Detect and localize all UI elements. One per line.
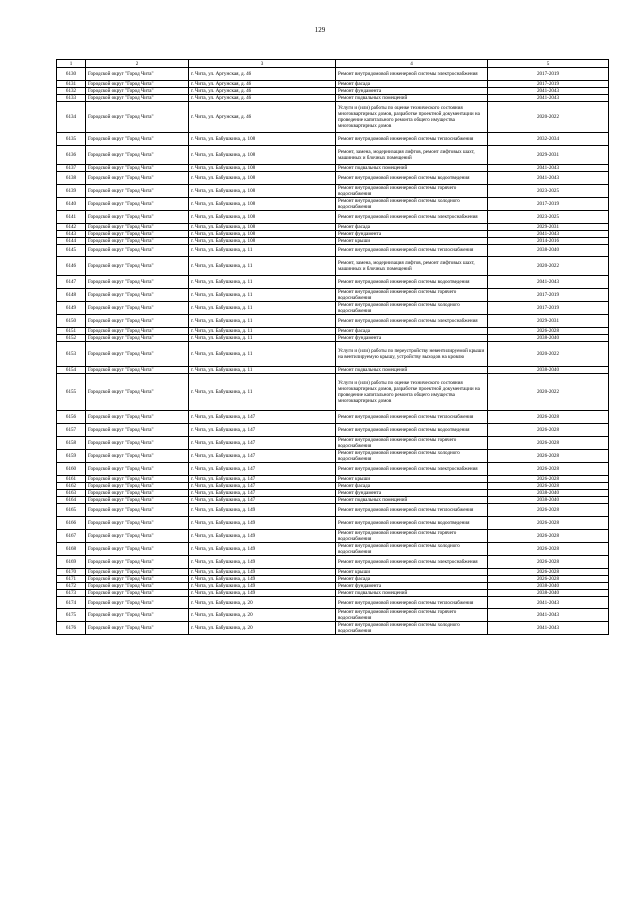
row-period: 2041-2043 xyxy=(488,164,609,171)
row-municipality: Городской округ "Город Чита" xyxy=(86,335,189,342)
row-number: 6157 xyxy=(57,424,86,437)
row-period: 2038-2040 xyxy=(488,496,609,503)
row-period: 2026-2028 xyxy=(488,424,609,437)
row-address: г. Чита, ул. Бабушкина, д. 108 xyxy=(189,132,336,145)
row-number: 6152 xyxy=(57,335,86,342)
row-municipality: Городской округ "Город Чита" xyxy=(86,342,189,367)
row-address: г. Чита, ул. Бабушкина, д. 147 xyxy=(189,475,336,482)
row-work-type: Ремонт внутридомовой инженерной системы электроснабжения xyxy=(336,315,488,328)
row-address: г. Чита, ул. Бабушкина, д. 147 xyxy=(189,463,336,476)
row-number: 6153 xyxy=(57,342,86,367)
row-number: 6149 xyxy=(57,302,86,315)
row-address: г. Чита, ул. Бабушкина, д. 20 xyxy=(189,596,336,609)
row-municipality: Городской округ "Город Чита" xyxy=(86,568,189,575)
row-number: 6135 xyxy=(57,132,86,145)
row-period: 2017-2019 xyxy=(488,80,609,87)
row-number: 6146 xyxy=(57,257,86,276)
table-row xyxy=(57,622,609,635)
row-period: 2026-2028 xyxy=(488,529,609,542)
row-work-type: Ремонт внутридомовой инженерной системы электроснабжения xyxy=(336,68,488,81)
row-address: г. Чита, ул. Бабушкина, д. 108 xyxy=(189,171,336,184)
row-work-type: Ремонт внутридомовой инженерной системы горячего водоснабжения xyxy=(336,184,488,197)
row-address: г. Чита, ул. Аргунская, д. 46 xyxy=(189,87,336,94)
row-period: 2041-2043 xyxy=(488,171,609,184)
row-address: г. Чита, ул. Бабушкина, д. 149 xyxy=(189,589,336,596)
row-period: 2026-2028 xyxy=(488,328,609,335)
row-period: 2017-2019 xyxy=(488,302,609,315)
table-row xyxy=(57,223,609,230)
row-period: 2032-2034 xyxy=(488,132,609,145)
row-number: 6144 xyxy=(57,237,86,244)
row-period: 2041-2043 xyxy=(488,622,609,635)
row-address: г. Чита, ул. Бабушкина, д. 11 xyxy=(189,257,336,276)
row-work-type: Ремонт внутридомовой инженерной системы водоотведения xyxy=(336,424,488,437)
row-work-type: Ремонт крыши xyxy=(336,237,488,244)
row-period: 2014-2016 xyxy=(488,237,609,244)
row-number: 6171 xyxy=(57,575,86,582)
row-municipality: Городской округ "Город Чита" xyxy=(86,164,189,171)
row-work-type: Ремонт подвальных помещений xyxy=(336,94,488,101)
row-number: 6138 xyxy=(57,171,86,184)
row-municipality: Городской округ "Город Чита" xyxy=(86,94,189,101)
row-work-type: Ремонт внутридомовой инженерной системы электроснабжения xyxy=(336,210,488,223)
table-row xyxy=(57,145,609,164)
row-number: 6173 xyxy=(57,589,86,596)
row-address: г. Чита, ул. Бабушкина, д. 11 xyxy=(189,302,336,315)
row-period: 2038-2040 xyxy=(488,244,609,257)
row-number: 6167 xyxy=(57,529,86,542)
row-work-type: Ремонт крыши xyxy=(336,475,488,482)
row-work-type: Ремонт подвальных помещений xyxy=(336,589,488,596)
row-period: 2038-2040 xyxy=(488,582,609,589)
row-address: г. Чита, ул. Бабушкина, д. 149 xyxy=(189,582,336,589)
row-address: г. Чита, ул. Бабушкина, д. 147 xyxy=(189,437,336,450)
table-row xyxy=(57,244,609,257)
table-row xyxy=(57,315,609,328)
row-municipality: Городской округ "Город Чита" xyxy=(86,424,189,437)
row-municipality: Городской округ "Город Чита" xyxy=(86,87,189,94)
row-municipality: Городской округ "Город Чита" xyxy=(86,68,189,81)
table-row xyxy=(57,164,609,171)
table-row xyxy=(57,68,609,81)
page-number: 129 xyxy=(314,26,326,34)
table-row xyxy=(57,87,609,94)
row-address: г. Чита, ул. Бабушкина, д. 147 xyxy=(189,482,336,489)
row-municipality: Городской округ "Город Чита" xyxy=(86,276,189,289)
row-period: 2026-2028 xyxy=(488,463,609,476)
row-municipality: Городской округ "Город Чита" xyxy=(86,210,189,223)
row-address: г. Чита, ул. Бабушкина, д. 149 xyxy=(189,516,336,529)
row-address: г. Чита, ул. Бабушкина, д. 149 xyxy=(189,568,336,575)
table-row xyxy=(57,171,609,184)
row-number: 6140 xyxy=(57,197,86,210)
row-address: г. Чита, ул. Бабушкина, д. 11 xyxy=(189,315,336,328)
row-period: 2017-2019 xyxy=(488,68,609,81)
row-work-type: Ремонт внутридомовой инженерной системы холодного водоснабжения xyxy=(336,302,488,315)
table-row xyxy=(57,237,609,244)
row-municipality: Городской округ "Город Чита" xyxy=(86,197,189,210)
column-header: 5 xyxy=(488,60,609,68)
table-row xyxy=(57,367,609,374)
row-municipality: Городской округ "Город Чита" xyxy=(86,411,189,424)
row-work-type: Ремонт подвальных помещений xyxy=(336,496,488,503)
row-number: 6163 xyxy=(57,489,86,496)
row-work-type: Ремонт фундамента xyxy=(336,230,488,237)
row-period: 2020-2022 xyxy=(488,101,609,132)
row-period: 2038-2040 xyxy=(488,589,609,596)
table-row xyxy=(57,342,609,367)
row-period: 2020-2022 xyxy=(488,342,609,367)
row-address: г. Чита, ул. Бабушкина, д. 11 xyxy=(189,342,336,367)
row-work-type: Ремонт внутридомовой инженерной системы теплоснабжения xyxy=(336,503,488,516)
row-number: 6136 xyxy=(57,145,86,164)
row-address: г. Чита, ул. Бабушкина, д. 147 xyxy=(189,489,336,496)
row-municipality: Городской округ "Город Чита" xyxy=(86,529,189,542)
table-row xyxy=(57,184,609,197)
column-header: 2 xyxy=(86,60,189,68)
row-period: 2020-2022 xyxy=(488,257,609,276)
row-period: 2041-2043 xyxy=(488,609,609,622)
table-row xyxy=(57,257,609,276)
row-work-type: Ремонт, замена, модернизация лифтов, ремонт лифтовых шахт, машинных и блочных помещений xyxy=(336,145,488,164)
row-work-type: Ремонт внутридомовой инженерной системы электроснабжения xyxy=(336,463,488,476)
row-address: г. Чита, ул. Бабушкина, д. 149 xyxy=(189,503,336,516)
row-municipality: Городской округ "Город Чита" xyxy=(86,582,189,589)
row-period: 2029-2031 xyxy=(488,145,609,164)
table-row xyxy=(57,475,609,482)
row-address: г. Чита, ул. Аргунская, д. 46 xyxy=(189,80,336,87)
table-row xyxy=(57,437,609,450)
row-work-type: Ремонт фасада xyxy=(336,80,488,87)
row-number: 6155 xyxy=(57,374,86,411)
row-municipality: Городской округ "Город Чита" xyxy=(86,257,189,276)
row-address: г. Чита, ул. Бабушкина, д. 147 xyxy=(189,496,336,503)
row-municipality: Городской округ "Город Чита" xyxy=(86,184,189,197)
row-number: 6150 xyxy=(57,315,86,328)
row-work-type: Ремонт внутридомовой инженерной системы горячего водоснабжения xyxy=(336,437,488,450)
row-number: 6176 xyxy=(57,622,86,635)
row-municipality: Городской округ "Город Чита" xyxy=(86,132,189,145)
row-number: 6159 xyxy=(57,450,86,463)
row-municipality: Городской округ "Город Чита" xyxy=(86,609,189,622)
row-work-type: Ремонт внутридомовой инженерной системы горячего водоснабжения xyxy=(336,609,488,622)
row-number: 6154 xyxy=(57,367,86,374)
row-municipality: Городской округ "Город Чита" xyxy=(86,542,189,555)
row-address: г. Чита, ул. Бабушкина, д. 11 xyxy=(189,335,336,342)
row-municipality: Городской округ "Город Чита" xyxy=(86,289,189,302)
row-period: 2029-2031 xyxy=(488,223,609,230)
table-row xyxy=(57,582,609,589)
column-header: 4 xyxy=(336,60,488,68)
table-row xyxy=(57,529,609,542)
row-period: 2041-2043 xyxy=(488,276,609,289)
row-work-type: Ремонт фасада xyxy=(336,575,488,582)
row-number: 6156 xyxy=(57,411,86,424)
row-work-type: Ремонт внутридомовой инженерной системы теплоснабжения xyxy=(336,132,488,145)
row-work-type: Ремонт внутридомовой инженерной системы электроснабжения xyxy=(336,555,488,568)
row-period: 2041-2043 xyxy=(488,230,609,237)
repair-schedule-table xyxy=(56,59,609,635)
row-number: 6162 xyxy=(57,482,86,489)
table-row xyxy=(57,596,609,609)
row-number: 6168 xyxy=(57,542,86,555)
row-municipality: Городской округ "Город Чита" xyxy=(86,367,189,374)
row-address: г. Чита, ул. Бабушкина, д. 108 xyxy=(189,237,336,244)
row-number: 6151 xyxy=(57,328,86,335)
row-work-type: Ремонт подвальных помещений xyxy=(336,164,488,171)
row-address: г. Чита, ул. Аргунская, д. 46 xyxy=(189,94,336,101)
row-work-type: Ремонт фасада xyxy=(336,223,488,230)
row-period: 2041-2043 xyxy=(488,94,609,101)
table-row xyxy=(57,589,609,596)
table-row xyxy=(57,101,609,132)
row-address: г. Чита, ул. Бабушкина, д. 11 xyxy=(189,367,336,374)
table-row xyxy=(57,568,609,575)
row-work-type: Ремонт фундамента xyxy=(336,335,488,342)
row-work-type: Ремонт внутридомовой инженерной системы водоотведения xyxy=(336,516,488,529)
row-municipality: Городской округ "Город Чита" xyxy=(86,328,189,335)
row-municipality: Городской округ "Город Чита" xyxy=(86,596,189,609)
row-municipality: Городской округ "Город Чита" xyxy=(86,230,189,237)
row-work-type: Ремонт внутридомовой инженерной системы водоотведения xyxy=(336,171,488,184)
row-number: 6137 xyxy=(57,164,86,171)
table-row xyxy=(57,609,609,622)
row-work-type: Услуги и (или) работы по оценке технического состояния многоквартирных домов, разработке проектной документации на проведение капитального ремонта общего имущества многоквартирных домов xyxy=(336,101,488,132)
row-period: 2020-2022 xyxy=(488,374,609,411)
row-address: г. Чита, ул. Бабушкина, д. 108 xyxy=(189,197,336,210)
row-address: г. Чита, ул. Бабушкина, д. 11 xyxy=(189,289,336,302)
row-period: 2029-2031 xyxy=(488,315,609,328)
row-period: 2026-2028 xyxy=(488,437,609,450)
row-municipality: Городской округ "Город Чита" xyxy=(86,496,189,503)
row-number: 6130 xyxy=(57,68,86,81)
row-address: г. Чита, ул. Бабушкина, д. 108 xyxy=(189,184,336,197)
table-row xyxy=(57,94,609,101)
row-work-type: Ремонт внутридомовой инженерной системы теплоснабжения xyxy=(336,244,488,257)
row-address: г. Чита, ул. Аргунская, д. 46 xyxy=(189,101,336,132)
row-number: 6143 xyxy=(57,230,86,237)
row-period: 2041-2043 xyxy=(488,596,609,609)
row-work-type: Услуги и (или) работы по переустройству невентилируемой крыши на вентилируемую крышу, устройству выходов на кровлю xyxy=(336,342,488,367)
table-row xyxy=(57,489,609,496)
row-period: 2023-2025 xyxy=(488,210,609,223)
row-municipality: Городской округ "Город Чита" xyxy=(86,516,189,529)
row-period: 2026-2028 xyxy=(488,411,609,424)
row-period: 2026-2028 xyxy=(488,575,609,582)
row-municipality: Городской округ "Город Чита" xyxy=(86,237,189,244)
row-work-type: Ремонт внутридомовой инженерной системы горячего водоснабжения xyxy=(336,529,488,542)
row-number: 6172 xyxy=(57,582,86,589)
row-period: 2026-2028 xyxy=(488,503,609,516)
table-row xyxy=(57,555,609,568)
table-row xyxy=(57,328,609,335)
table-row xyxy=(57,289,609,302)
table-row xyxy=(57,80,609,87)
row-number: 6164 xyxy=(57,496,86,503)
row-municipality: Городской округ "Город Чита" xyxy=(86,450,189,463)
table-header-row xyxy=(57,60,609,68)
row-address: г. Чита, ул. Бабушкина, д. 149 xyxy=(189,542,336,555)
row-municipality: Городской округ "Город Чита" xyxy=(86,302,189,315)
row-period: 2038-2040 xyxy=(488,335,609,342)
column-header: 1 xyxy=(57,60,86,68)
row-address: г. Чита, ул. Бабушкина, д. 147 xyxy=(189,411,336,424)
row-number: 6134 xyxy=(57,101,86,132)
row-address: г. Чита, ул. Бабушкина, д. 108 xyxy=(189,164,336,171)
row-municipality: Городской округ "Город Чита" xyxy=(86,503,189,516)
row-number: 6141 xyxy=(57,210,86,223)
table-row xyxy=(57,335,609,342)
row-period: 2038-2040 xyxy=(488,489,609,496)
table-row xyxy=(57,424,609,437)
row-municipality: Городской округ "Город Чита" xyxy=(86,80,189,87)
row-work-type: Ремонт, замена, модернизация лифтов, ремонт лифтовых шахт, машинных и блочных помещений xyxy=(336,257,488,276)
row-number: 6147 xyxy=(57,276,86,289)
row-work-type: Ремонт фундамента xyxy=(336,582,488,589)
row-number: 6175 xyxy=(57,609,86,622)
row-address: г. Чита, ул. Бабушкина, д. 108 xyxy=(189,145,336,164)
row-period: 2017-2019 xyxy=(488,289,609,302)
row-number: 6166 xyxy=(57,516,86,529)
row-address: г. Чита, ул. Бабушкина, д. 108 xyxy=(189,230,336,237)
row-period: 2026-2028 xyxy=(488,568,609,575)
row-address: г. Чита, ул. Бабушкина, д. 11 xyxy=(189,244,336,257)
table-row xyxy=(57,197,609,210)
row-number: 6132 xyxy=(57,87,86,94)
row-address: г. Чита, ул. Бабушкина, д. 108 xyxy=(189,210,336,223)
row-municipality: Городской округ "Город Чита" xyxy=(86,171,189,184)
row-work-type: Ремонт внутридомовой инженерной системы холодного водоснабжения xyxy=(336,197,488,210)
row-number: 6131 xyxy=(57,80,86,87)
row-number: 6169 xyxy=(57,555,86,568)
row-municipality: Городской округ "Город Чита" xyxy=(86,244,189,257)
table-row xyxy=(57,374,609,411)
row-work-type: Ремонт фундамента xyxy=(336,87,488,94)
row-address: г. Чита, ул. Бабушкина, д. 147 xyxy=(189,450,336,463)
row-municipality: Городской округ "Город Чита" xyxy=(86,101,189,132)
row-period: 2023-2025 xyxy=(488,184,609,197)
table-row xyxy=(57,503,609,516)
row-municipality: Городской округ "Город Чита" xyxy=(86,145,189,164)
row-municipality: Городской округ "Город Чита" xyxy=(86,374,189,411)
table-row xyxy=(57,450,609,463)
table-row xyxy=(57,496,609,503)
row-municipality: Городской округ "Город Чита" xyxy=(86,437,189,450)
row-municipality: Городской округ "Город Чита" xyxy=(86,475,189,482)
column-header: 3 xyxy=(189,60,336,68)
row-number: 6148 xyxy=(57,289,86,302)
row-municipality: Городской округ "Город Чита" xyxy=(86,463,189,476)
row-municipality: Городской округ "Город Чита" xyxy=(86,315,189,328)
table-row xyxy=(57,463,609,476)
row-period: 2026-2028 xyxy=(488,482,609,489)
row-period: 2026-2028 xyxy=(488,516,609,529)
table-row xyxy=(57,411,609,424)
row-work-type: Ремонт внутридомовой инженерной системы холодного водоснабжения xyxy=(336,542,488,555)
row-number: 6158 xyxy=(57,437,86,450)
row-municipality: Городской округ "Город Чита" xyxy=(86,223,189,230)
row-municipality: Городской округ "Город Чита" xyxy=(86,482,189,489)
row-work-type: Ремонт внутридомовой инженерной системы теплоснабжения xyxy=(336,411,488,424)
row-municipality: Городской округ "Город Чита" xyxy=(86,575,189,582)
table-row xyxy=(57,516,609,529)
row-period: 2017-2019 xyxy=(488,197,609,210)
row-work-type: Ремонт фасада xyxy=(336,328,488,335)
row-work-type: Ремонт внутридомовой инженерной системы водоотведения xyxy=(336,276,488,289)
table-row xyxy=(57,575,609,582)
table-row xyxy=(57,132,609,145)
row-address: г. Чита, ул. Бабушкина, д. 149 xyxy=(189,529,336,542)
row-work-type: Ремонт фасада xyxy=(336,482,488,489)
table-row xyxy=(57,210,609,223)
row-work-type: Услуги и (или) работы по оценке технического состояния многоквартирных домов, разработке проектной документации на проведение капитального ремонта общего имущества многоквартирных домов xyxy=(336,374,488,411)
row-number: 6139 xyxy=(57,184,86,197)
row-period: 2026-2028 xyxy=(488,450,609,463)
row-work-type: Ремонт внутридомовой инженерной системы холодного водоснабжения xyxy=(336,622,488,635)
row-period: 2041-2043 xyxy=(488,87,609,94)
row-number: 6161 xyxy=(57,475,86,482)
table-row xyxy=(57,302,609,315)
row-address: г. Чита, ул. Бабушкина, д. 11 xyxy=(189,276,336,289)
row-work-type: Ремонт внутридомовой инженерной системы горячего водоснабжения xyxy=(336,289,488,302)
row-period: 2026-2028 xyxy=(488,542,609,555)
row-work-type: Ремонт внутридомовой инженерной системы теплоснабжения xyxy=(336,596,488,609)
row-municipality: Городской округ "Город Чита" xyxy=(86,589,189,596)
row-work-type: Ремонт подвальных помещений xyxy=(336,367,488,374)
row-municipality: Городской округ "Город Чита" xyxy=(86,555,189,568)
row-number: 6170 xyxy=(57,568,86,575)
row-address: г. Чита, ул. Бабушкина, д. 149 xyxy=(189,555,336,568)
row-number: 6142 xyxy=(57,223,86,230)
row-work-type: Ремонт крыши xyxy=(336,568,488,575)
row-number: 6145 xyxy=(57,244,86,257)
table-row xyxy=(57,542,609,555)
row-address: г. Чита, ул. Бабушкина, д. 11 xyxy=(189,328,336,335)
row-number: 6133 xyxy=(57,94,86,101)
row-municipality: Городской округ "Город Чита" xyxy=(86,489,189,496)
row-number: 6160 xyxy=(57,463,86,476)
row-number: 6165 xyxy=(57,503,86,516)
row-work-type: Ремонт внутридомовой инженерной системы холодного водоснабжения xyxy=(336,450,488,463)
row-address: г. Чита, ул. Бабушкина, д. 147 xyxy=(189,424,336,437)
row-period: 2026-2028 xyxy=(488,475,609,482)
row-work-type: Ремонт фундамента xyxy=(336,489,488,496)
row-address: г. Чита, ул. Бабушкина, д. 20 xyxy=(189,622,336,635)
table-row xyxy=(57,276,609,289)
row-address: г. Чита, ул. Бабушкина, д. 11 xyxy=(189,374,336,411)
row-number: 6174 xyxy=(57,596,86,609)
row-address: г. Чита, ул. Бабушкина, д. 108 xyxy=(189,223,336,230)
row-address: г. Чита, ул. Аргунская, д. 46 xyxy=(189,68,336,81)
row-address: г. Чита, ул. Бабушкина, д. 149 xyxy=(189,575,336,582)
row-address: г. Чита, ул. Бабушкина, д. 20 xyxy=(189,609,336,622)
table-row xyxy=(57,230,609,237)
table-row xyxy=(57,482,609,489)
row-period: 2038-2040 xyxy=(488,367,609,374)
row-period: 2026-2028 xyxy=(488,555,609,568)
row-municipality: Городской округ "Город Чита" xyxy=(86,622,189,635)
